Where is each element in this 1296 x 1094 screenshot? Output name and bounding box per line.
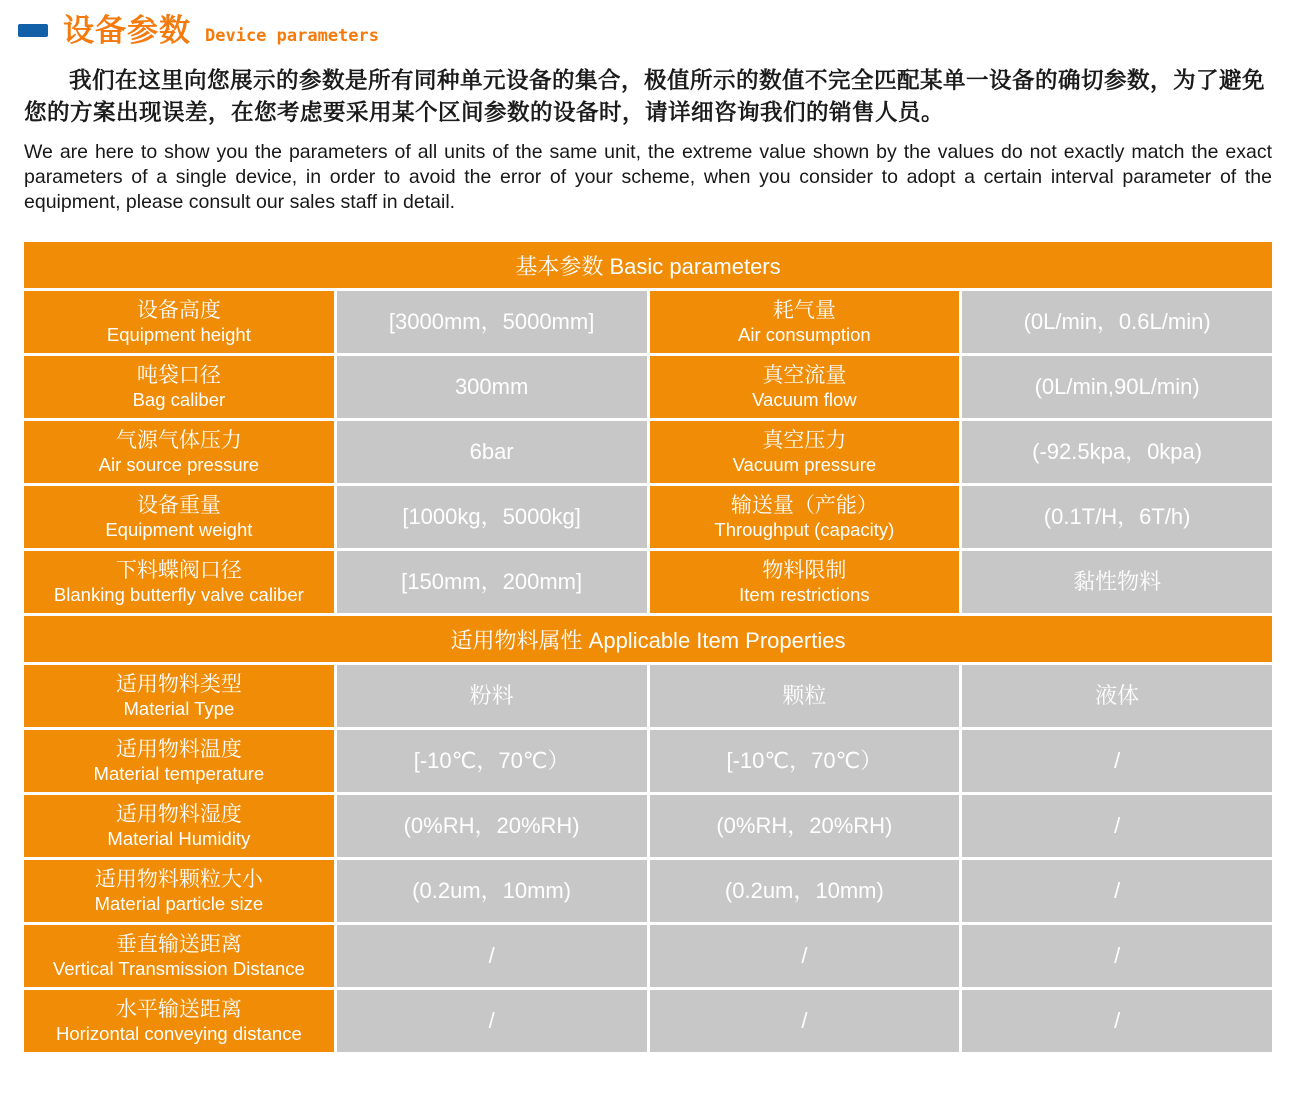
param-value-cell: 液体 [962,665,1272,727]
param-value-cell: (0%RH，20%RH) [650,795,960,857]
table-row [24,925,1272,987]
table-row [24,291,1272,353]
param-label-en: Vacuum flow [752,388,857,410]
param-value-cell: [3000mm，5000mm] [337,291,647,353]
table-row [24,990,1272,1052]
param-label-zh: 设备重量 [136,493,221,517]
param-label-en: Air consumption [738,323,871,345]
param-label-en: Material Humidity [107,827,251,849]
param-value-cell: / [962,990,1272,1052]
param-label-cell [650,486,960,548]
table-row [24,356,1272,418]
param-label-cell [24,860,334,922]
table-row [24,486,1272,548]
param-value-cell: (0.1T/H，6T/h) [962,486,1272,548]
param-label-cell [24,665,334,727]
param-label-zh: 适用物料类型 [115,672,242,696]
param-value-cell: / [650,925,960,987]
param-label-zh: 下料蝶阀口径 [115,558,242,582]
param-label-en: Throughput (capacity) [714,518,895,540]
param-label-cell [24,291,334,353]
param-label-zh: 真空压力 [762,428,847,452]
param-label-zh: 耗气量 [772,298,836,322]
param-value-cell: / [962,925,1272,987]
param-value-cell: / [650,990,960,1052]
param-value-cell: / [337,925,647,987]
param-label-en: Vacuum pressure [732,453,877,475]
param-label-zh: 垂直输送距离 [115,932,242,956]
param-label-cell [650,356,960,418]
param-value-cell: 黏性物料 [962,551,1272,613]
param-label-zh: 输送量（产能） [730,493,878,517]
param-label-cell [650,421,960,483]
param-value-cell: 6bar [337,421,647,483]
param-label-en: Equipment weight [105,518,253,540]
param-value-cell: / [962,795,1272,857]
table-row [24,860,1272,922]
param-label-en: Air source pressure [98,453,260,475]
param-label-cell [24,421,334,483]
param-label-zh: 吨袋口径 [136,363,221,387]
param-value-cell: 颗粒 [650,665,960,727]
param-label-en: Material temperature [93,762,265,784]
section-header-basic-parameters: 基本参数 Basic parameters [24,242,1272,288]
param-label-cell [24,356,334,418]
page-header [0,0,1296,48]
param-label-cell [650,551,960,613]
param-label-en: Vertical Transmission Distance [52,957,305,979]
param-value-cell: / [962,860,1272,922]
param-value-cell: 粉料 [337,665,647,727]
table-row [24,665,1272,727]
param-label-cell [24,730,334,792]
section-header-applicable-item-properties: 适用物料属性 Applicable Item Properties [24,616,1272,662]
param-value-cell: (-92.5kpa，0kpa) [962,421,1272,483]
param-value-cell: [150mm，200mm] [337,551,647,613]
blue-dash-icon [18,24,48,37]
param-label-zh: 物料限制 [762,558,847,582]
param-label-zh: 真空流量 [762,363,847,387]
intro-paragraph-zh: 我们在这里向您展示的参数是所有同种单元设备的集合，极值所示的数值不完全匹配某单一设备的确切参数，为了避免您的方案出现误差，在您考虑要采用某个区间参数的设备时，请详细咨询我们的销售人员。 [24,68,1266,125]
param-value-cell: / [337,990,647,1052]
param-value-cell: (0L/min，0.6L/min) [962,291,1272,353]
param-label-en: Item restrictions [739,583,870,605]
page-title-en: Device parameters [205,26,379,46]
param-label-zh: 适用物料颗粒大小 [94,867,263,891]
table-row [24,795,1272,857]
param-label-en: Horizontal conveying distance [55,1022,302,1044]
param-label-cell [650,291,960,353]
page-title-zh: 设备参数 [63,13,191,48]
param-label-en: Equipment height [106,323,251,345]
param-value-cell: / [962,730,1272,792]
param-label-zh: 水平输送距离 [115,997,242,1021]
param-value-cell: (0.2um，10mm) [337,860,647,922]
param-label-zh: 适用物料湿度 [115,802,242,826]
param-label-zh: 气源气体压力 [115,428,242,452]
table-row [24,551,1272,613]
param-value-cell: (0.2um，10mm) [650,860,960,922]
param-label-zh: 适用物料温度 [115,737,242,761]
param-label-en: Blanking butterfly valve caliber [53,583,304,605]
intro-paragraph-en: We are here to show you the parameters of all units of the same unit, the extreme value shown by the values do not exactly match the exact parameters of a single device, in order to avoid the error of your scheme, when you consider to adopt a certain interval parameter of the equipment, please consult our sales staff in detail. [24,141,1272,213]
param-label-cell [24,990,334,1052]
param-value-cell: [-10℃，70℃） [650,730,960,792]
param-value-cell: (0L/min,90L/min) [962,356,1272,418]
param-value-cell: [-10℃，70℃） [337,730,647,792]
param-value-cell: [1000kg，5000kg] [337,486,647,548]
param-value-cell: 300mm [337,356,647,418]
param-label-cell [24,795,334,857]
param-label-en: Material Type [123,697,235,719]
param-label-cell [24,551,334,613]
param-label-en: Bag caliber [132,388,226,410]
table-row [24,421,1272,483]
param-label-cell [24,925,334,987]
param-label-en: Material particle size [94,892,264,914]
param-label-zh: 设备高度 [136,298,221,322]
table-row [24,730,1272,792]
param-value-cell: (0%RH，20%RH) [337,795,647,857]
param-label-cell [24,486,334,548]
parameters-table [24,242,1272,1052]
